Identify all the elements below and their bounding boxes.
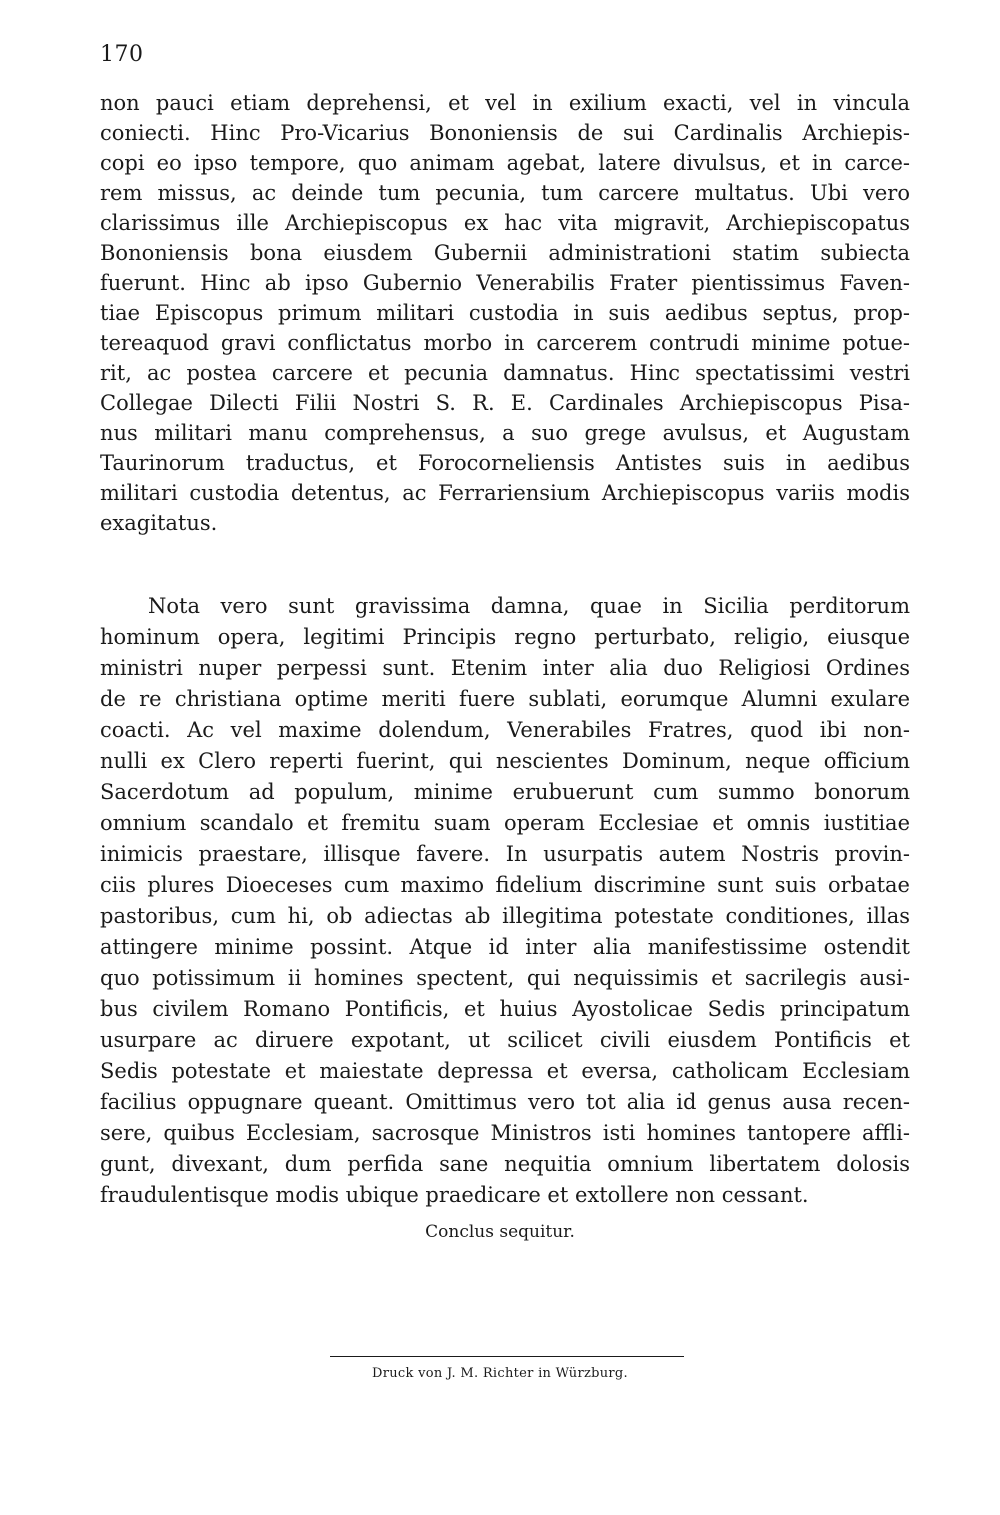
text-line: militari custodia detentus, ac Ferrariensium Archiepiscopus variis modis [100,481,910,505]
printer-imprint: Druck von J. M. Richter in Würzburg. [372,1366,628,1381]
text-line: Bononiensis bona eiusdem Gubernii administrationi statim subiecta [100,241,910,265]
text-line: quo potissimum ii homines spectent, qui nequissimis et sacrilegis ausi- [100,966,910,990]
footer-rule [330,1356,684,1357]
text-line: hominum opera, legitimi Principis regno perturbato, religio, eiusque [100,625,910,649]
text-line: coniecti. Hinc Pro-Vicarius Bononiensis de sui Cardinalis Archiepis- [100,121,910,145]
page-number: 170 [100,42,144,67]
text-line: rit, ac postea carcere et pecunia damnatus. Hinc spectatissimi vestri [100,361,910,385]
text-line: rem missus, ac deinde tum pecunia, tum carcere multatus. Ubi vero [100,181,910,205]
text-line: exagitatus. [100,511,218,535]
continued-note: Conclus sequitur. [425,1222,575,1242]
text-line: sere, quibus Ecclesiam, sacrosque Ministros isti homines tantopere affli- [100,1121,910,1145]
text-line: nus militari manu comprehensus, a suo grege avulsus, et Augustam [100,421,910,445]
text-line: attingere minime possint. Atque id inter alia manifestissime ostendit [100,935,910,959]
text-line: Collegae Dilecti Filii Nostri S. R. E. Cardinales Archiepiscopus Pisa- [100,391,910,415]
text-line: clarissimus ille Archiepiscopus ex hac vita migravit, Archiepiscopatus [100,211,910,235]
text-line: tiae Episcopus primum militari custodia in suis aedibus septus, prop- [100,301,910,325]
text-line: usurpare ac diruere expotant, ut scilicet civili eiusdem Pontificis et [100,1028,910,1052]
text-line: non pauci etiam deprehensi, et vel in exilium exacti, vel in vincula [100,91,910,115]
text-line: Sacerdotum ad populum, minime erubuerunt cum summo bonorum [100,780,910,804]
text-line: pastoribus, cum hi, ob adiectas ab illegitima potestate conditiones, illas [100,904,910,928]
text-line: ministri nuper perpessi sunt. Etenim inter alia duo Religiosi Ordines [100,656,910,680]
text-line: fuerunt. Hinc ab ipso Gubernio Venerabilis Frater pientissimus Faven- [100,271,910,295]
text-line: Nota vero sunt gravissima damna, quae in Sicilia perditorum [148,594,910,618]
text-line: copi eo ipso tempore, quo animam agebat, latere divulsus, et in carce- [100,151,910,175]
text-line: Taurinorum traductus, et Forocorneliensis Antistes suis in aedibus [100,451,910,475]
text-line: Sedis potestate et maiestate depressa et eversa, catholicam Ecclesiam [100,1059,910,1083]
text-line: omnium scandalo et fremitu suam operam Ecclesiae et omnis iustitiae [100,811,910,835]
text-line: nulli ex Clero reperti fuerint, qui nescientes Dominum, neque officium [100,749,910,773]
text-line: inimicis praestare, illisque favere. In usurpatis autem Nostris provin- [100,842,910,866]
text-line: facilius oppugnare queant. Omittimus vero tot alia id genus ausa recen- [100,1090,910,1114]
text-line: bus civilem Romano Pontificis, et huius Ayostolicae Sedis principatum [100,997,910,1021]
text-line: de re christiana optime meriti fuere sublati, eorumque Alumni exulare [100,687,910,711]
text-line: ciis plures Dioeceses cum maximo fidelium discrimine sunt suis orbatae [100,873,910,897]
text-line: tereaquod gravi conflictatus morbo in carcerem contrudi minime potue- [100,331,910,355]
text-line: fraudulentisque modis ubique praedicare et extollere non cessant. [100,1183,809,1207]
text-line: gunt, divexant, dum perfida sane nequitia omnium libertatem dolosis [100,1152,910,1176]
text-line: coacti. Ac vel maxime dolendum, Venerabiles Fratres, quod ibi non- [100,718,910,742]
